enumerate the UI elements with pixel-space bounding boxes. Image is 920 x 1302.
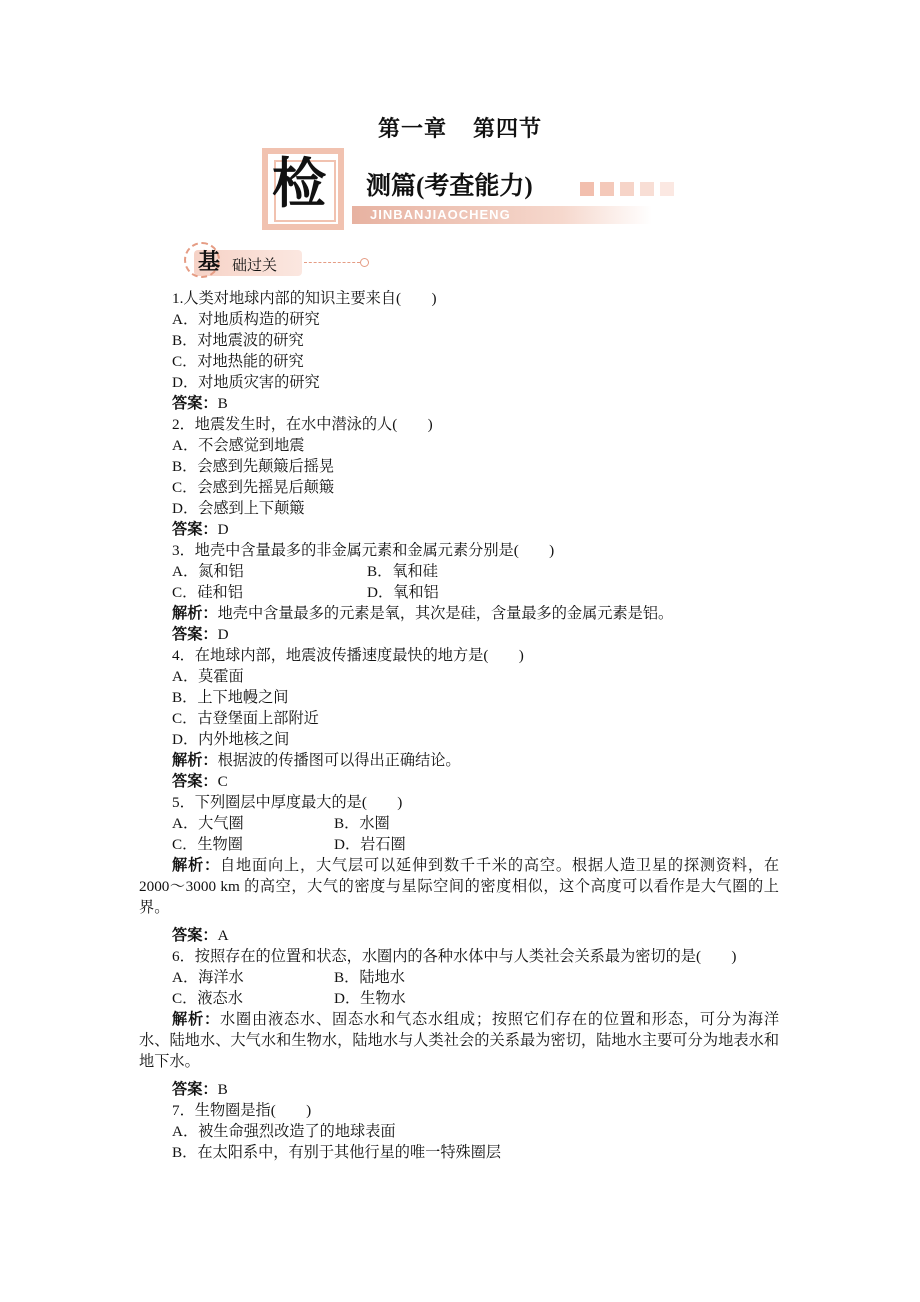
analysis: 解析：水圈由液态水、固态水和气态水组成；按照它们存在的位置和形态，可分为海洋水、陆地水、大气水和生物水，陆地水与人类社会的关系最为密切，陆地水主要可分为地表水和地下水。 [139, 1011, 780, 1070]
option-row: C．硅和铝 D．氧和铝 [172, 584, 439, 601]
option: C．对地热能的研究 [172, 353, 304, 370]
analysis: 解析：根据波的传播图可以得出正确结论。 [172, 752, 461, 769]
option: C．会感到先摇晃后颠簸 [172, 479, 335, 496]
question-stem: 5．下列圈层中厚度最大的是( ) [172, 794, 403, 811]
option: B．上下地幔之间 [172, 689, 289, 706]
option: D．对地质灾害的研究 [172, 374, 320, 391]
analysis: 解析：自地面向上，大气层可以延伸到数千千米的高空。根据人造卫星的探测资料，在 2000～3000 km 的高空，大气的密度与星际空间的密度相似，这个高度可以看作是大气圈的上界。 [139, 857, 780, 916]
option-row: A．海洋水 B．陆地水 [172, 969, 405, 986]
answer: 答案：B [172, 1081, 228, 1098]
option-row: C．生物圈 D．岩石圈 [172, 836, 406, 853]
option: A．对地质构造的研究 [172, 311, 320, 328]
analysis: 解析：地壳中含量最多的元素是氧，其次是硅，含量最多的金属元素是铝。 [172, 605, 674, 622]
test-banner [262, 148, 692, 238]
option-row: A．大气圈 B．水圈 [172, 815, 390, 832]
option: A．不会感觉到地震 [172, 437, 305, 454]
option: B．会感到先颠簸后摇晃 [172, 458, 335, 475]
banner-char: 检 [272, 154, 326, 214]
section-label: 第四节 [473, 116, 543, 141]
option-row: C．液态水 D．生物水 [172, 990, 406, 1007]
answer: 答案：D [172, 521, 229, 538]
question-stem: 4．在地球内部，地震波传播速度最快的地方是( ) [172, 647, 524, 664]
basic-section-label [184, 242, 384, 282]
option-row: A．氮和铝 B．氧和硅 [172, 563, 438, 580]
option: D．会感到上下颠簸 [172, 500, 305, 517]
question-stem: 2．地震发生时，在水中潜泳的人( ) [172, 416, 433, 433]
question-stem: 1.人类对地球内部的知识主要来自( ) [172, 290, 437, 307]
option: D．内外地核之间 [172, 731, 290, 748]
chapter-label: 第一章 [377, 116, 447, 141]
section-char: 基 [198, 249, 221, 274]
banner-subtitle: JINBANJIAOCHENG [370, 207, 511, 222]
question-stem: 7．生物圈是指( ) [172, 1102, 312, 1119]
option: A．莫霍面 [172, 668, 244, 685]
option: C．古登堡面上部附近 [172, 710, 319, 727]
option: B．对地震波的研究 [172, 332, 304, 349]
answer: 答案：B [172, 395, 228, 412]
question-stem: 6．按照存在的位置和状态，水圈内的各种水体中与人类社会关系最为密切的是( ) [172, 948, 737, 965]
question-list [139, 288, 792, 1163]
page-title [0, 112, 920, 143]
answer: 答案：C [172, 773, 228, 790]
banner-title: 测篇(考查能力) [366, 173, 533, 200]
banner-squares [580, 182, 680, 196]
section-text: 础过关 [232, 258, 278, 274]
option: A．被生命强烈改造了的地球表面 [172, 1123, 396, 1140]
question-stem: 3．地壳中含量最多的非金属元素和金属元素分别是( ) [172, 542, 555, 559]
option: B．在太阳系中，有别于其他行星的唯一特殊圈层 [172, 1144, 502, 1161]
answer: 答案：A [172, 927, 229, 944]
answer: 答案：D [172, 626, 229, 643]
